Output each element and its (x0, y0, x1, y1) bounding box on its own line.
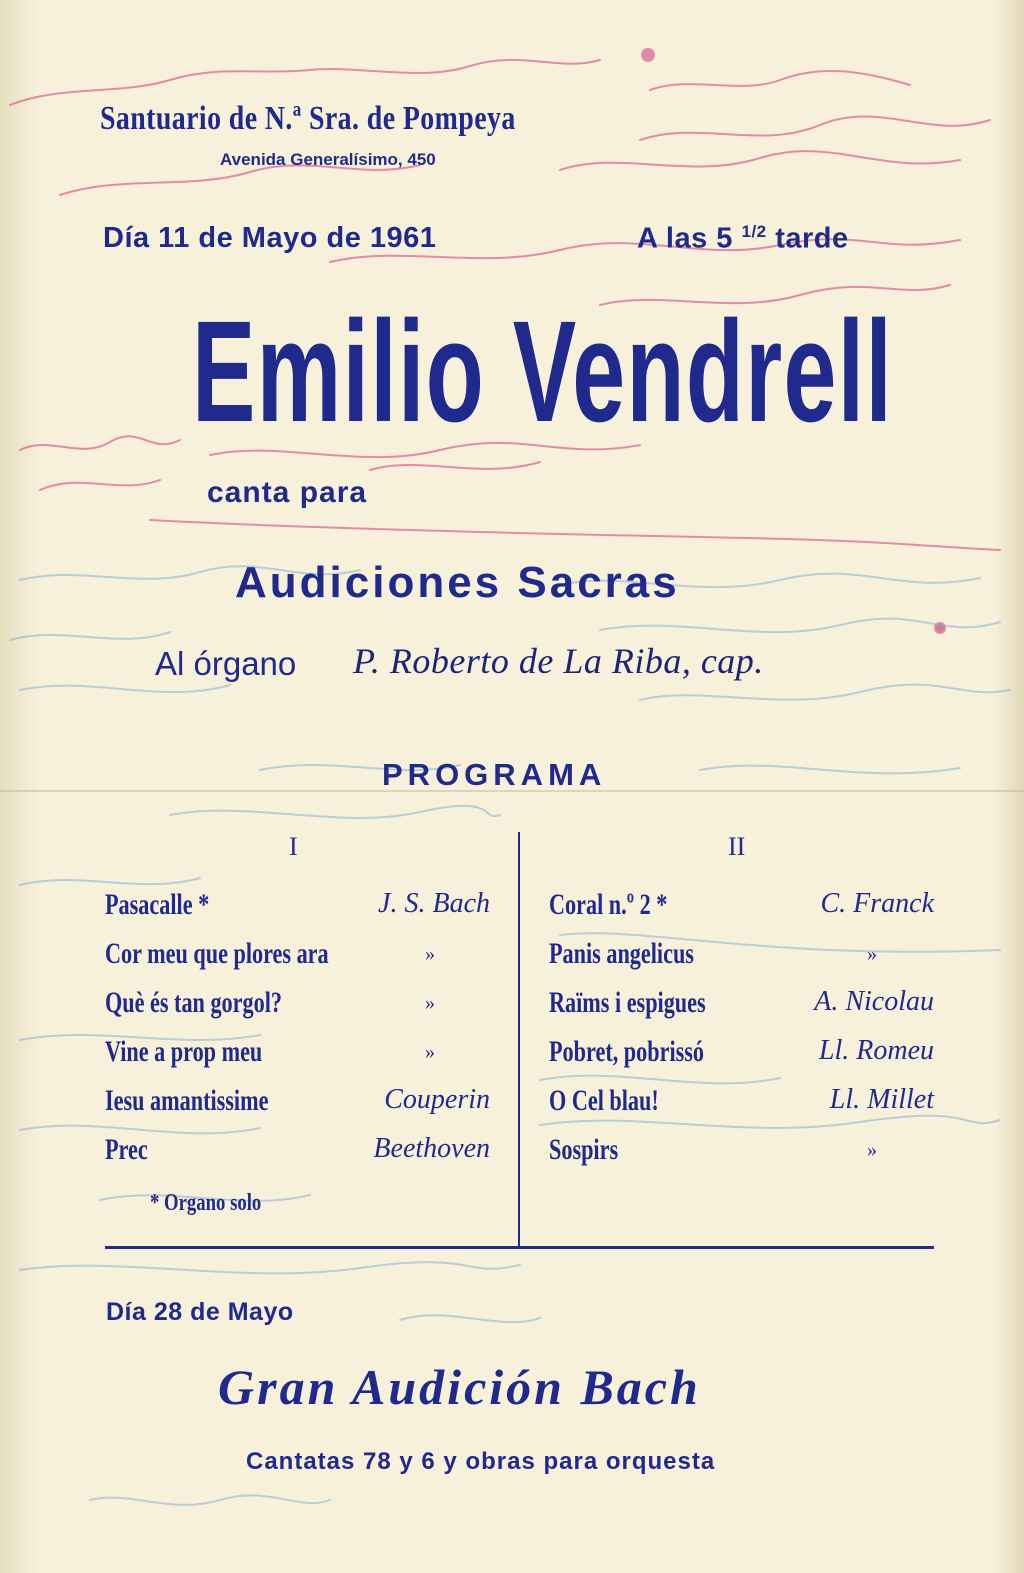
program-row (105, 1133, 490, 1177)
piece-composer: Ll. Millet (829, 1084, 934, 1115)
piece-composer: C. Franck (820, 888, 934, 919)
paper-edge-stain-right (994, 0, 1024, 1573)
piece-title: Prec (105, 1133, 148, 1166)
next-event-description: Cantatas 78 y 6 y obras para orquesta (246, 1448, 716, 1475)
program-row (549, 888, 934, 932)
program-heading: PROGRAMA (382, 757, 607, 792)
concert-time-prefix: A las 5 (637, 222, 733, 255)
next-event-date: Día 28 de Mayo (106, 1298, 294, 1326)
performer-subtitle: canta para (207, 476, 368, 509)
piece-composer: J. S. Bach (378, 888, 490, 919)
next-event-title: Gran Audición Bach (218, 1359, 701, 1415)
ditto-mark: » (425, 1041, 435, 1063)
ditto-mark: » (867, 1139, 877, 1161)
part-one-numeral: I (289, 832, 298, 861)
piece-composer: Beethoven (373, 1133, 490, 1164)
piece-title: Què és tan gorgol? (105, 986, 282, 1019)
series-title: Audiciones Sacras (235, 558, 680, 607)
piece-title: Cor meu que plores ara (105, 937, 329, 970)
concert-time (637, 222, 849, 256)
piece-title: Vine a prop meu (105, 1035, 263, 1068)
ditto-mark: » (425, 992, 435, 1014)
organ-solo-footnote: * Organo solo (150, 1190, 262, 1216)
piece-composer: Ll. Romeu (818, 1035, 934, 1066)
concert-time-suffix: tarde (775, 222, 849, 255)
program-row (549, 1035, 934, 1079)
paper-edge-stain-left (0, 0, 40, 1573)
venue-name: Santuario de N.ª Sra. de Pompeya (100, 100, 516, 137)
piece-title: Pobret, pobrissó (549, 1035, 705, 1068)
program-row (549, 1084, 934, 1128)
piece-title: Iesu amantissime (105, 1084, 269, 1117)
program-row (105, 937, 490, 981)
organist-name: P. Roberto de La Riba, cap. (353, 641, 764, 681)
piece-title: Pasacalle * (105, 888, 210, 921)
piece-title: Raïms i espigues (549, 986, 706, 1019)
program-row (105, 1035, 490, 1079)
program-row (549, 986, 934, 1030)
program-row (105, 888, 490, 932)
ditto-mark: » (425, 943, 435, 965)
piece-composer: Couperin (384, 1084, 490, 1115)
program-row (105, 986, 490, 1030)
program-bottom-rule (105, 1246, 934, 1249)
program-row (549, 1133, 934, 1177)
program-row (105, 1084, 490, 1128)
piece-title: Sospirs (549, 1133, 619, 1166)
piece-composer: A. Nicolau (814, 986, 934, 1017)
part-two-numeral: II (728, 832, 746, 861)
performer-name: Emilio Vendrell (192, 291, 894, 452)
piece-title: O Cel blau! (549, 1084, 659, 1117)
concert-date: Día 11 de Mayo de 1961 (103, 222, 437, 254)
column-divider (518, 832, 520, 1246)
program-row (549, 937, 934, 981)
piece-title: Panis angelicus (549, 937, 694, 970)
piece-title: Coral n.º 2 * (549, 888, 668, 921)
organ-label: Al órgano (155, 645, 297, 682)
concert-time-fraction: 1/2 (741, 222, 767, 241)
venue-address: Avenida Generalísimo, 450 (220, 150, 436, 169)
ditto-mark: » (867, 943, 877, 965)
